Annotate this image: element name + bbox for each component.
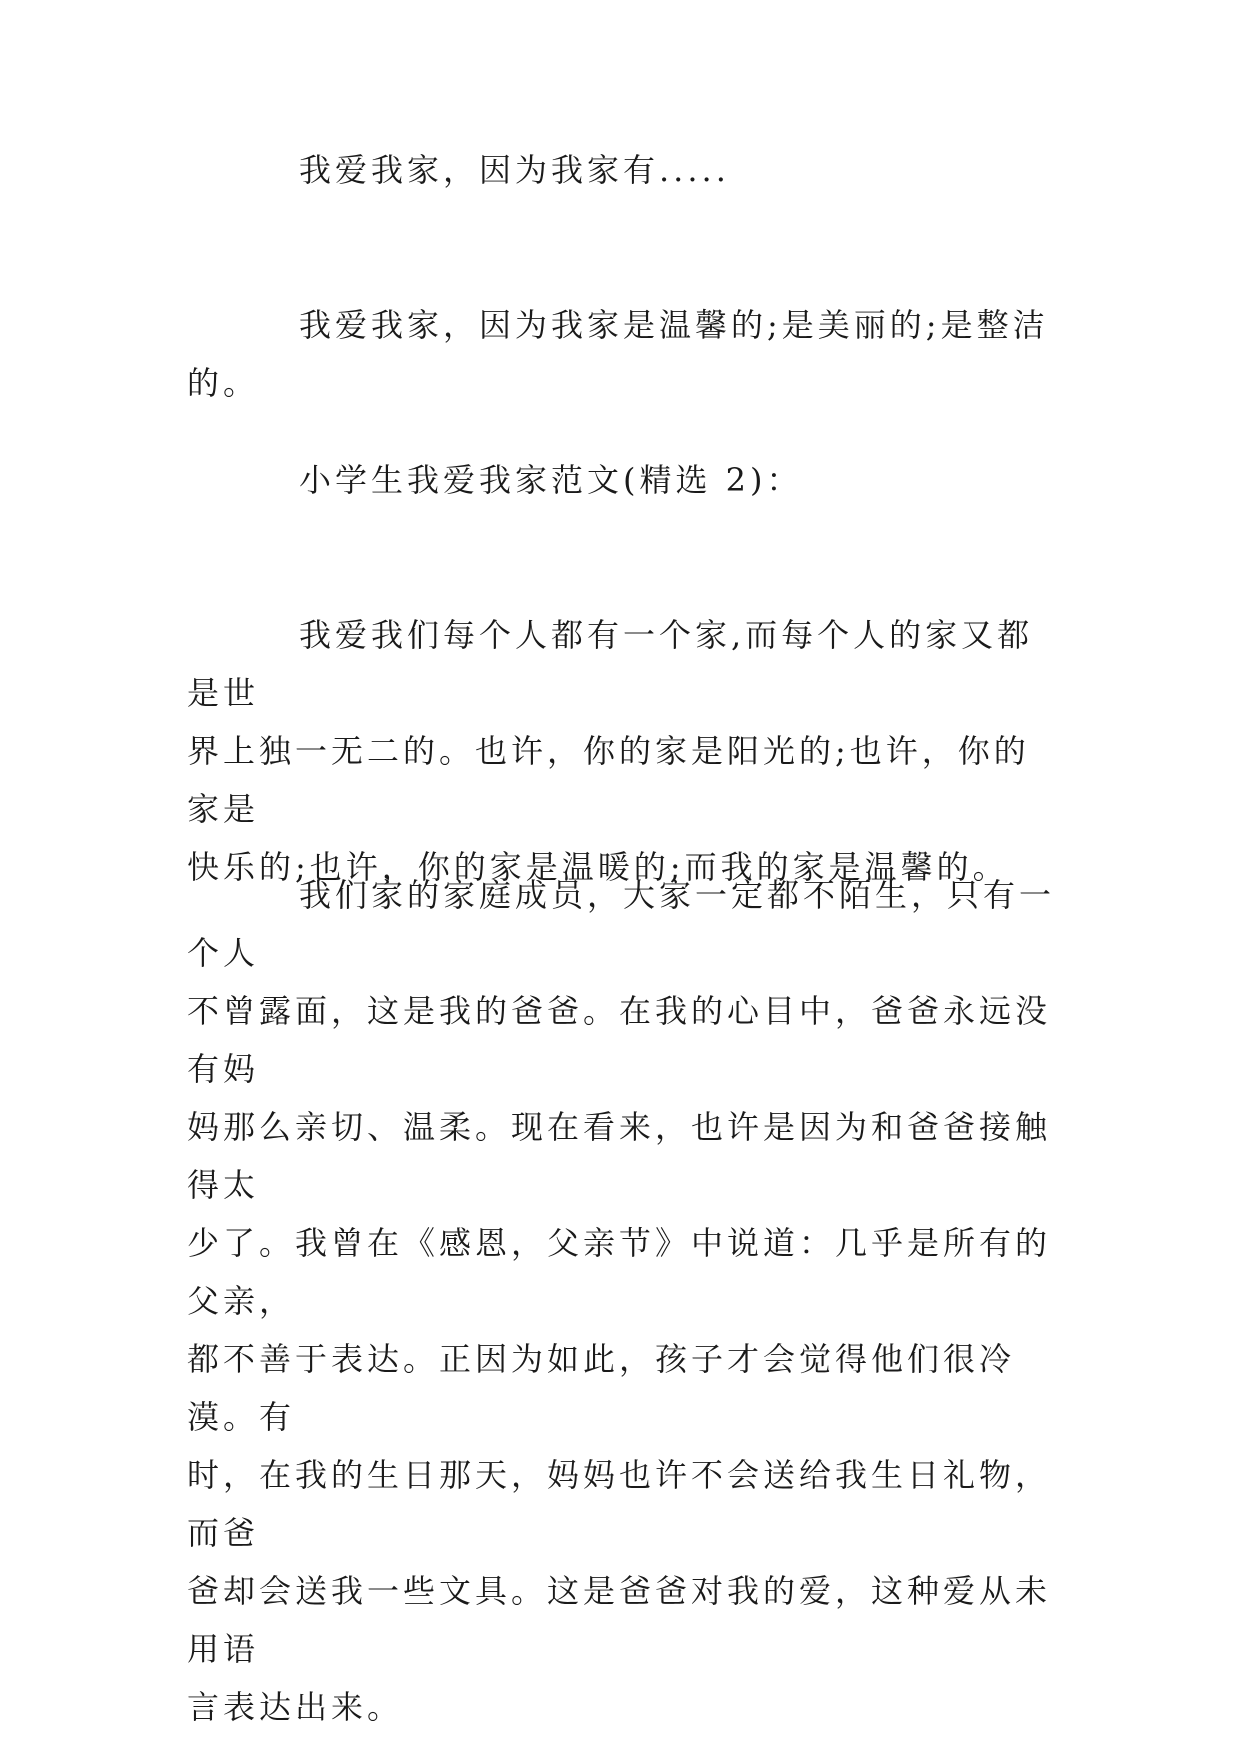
paragraph-3: [187, 606, 1057, 896]
paragraph-line: 小学生我爱我家范文(精选 2)：: [299, 461, 803, 499]
paragraph-line: 言表达出来。: [187, 1688, 404, 1726]
paragraph-line: 界上独一无二的。也许，你的家是阳光的;也许，你的家是: [187, 732, 1030, 828]
paragraph-line: 我爱我家，因为我家是温馨的;是美丽的;是整洁的。: [187, 306, 1049, 402]
paragraph-line: 快乐的;也许，你的家是温暖的;而我的家是温馨的。: [187, 848, 1009, 886]
paragraph-line: 我爱我们每个人都有一个家,而每个人的家又都是世: [187, 616, 1034, 712]
paragraph-line: 都不善于表达。正因为如此，孩子才会觉得他们很冷漠。有: [187, 1340, 1016, 1436]
paragraph-line: 我爱我家，因为我家有.....: [299, 151, 730, 189]
paragraph-line: 我们家的家庭成员，大家一定都不陌生，只有一个人: [187, 876, 1056, 972]
paragraph-4: [187, 866, 1057, 1736]
section-heading: [187, 451, 1057, 509]
paragraph-2: [187, 296, 1057, 412]
paragraph-line: 不曾露面，这是我的爸爸。在我的心目中，爸爸永远没有妈: [187, 992, 1052, 1088]
paragraph-line: 少了。我曾在《感恩，父亲节》中说道：几乎是所有的父亲，: [187, 1224, 1052, 1320]
paragraph-1: [187, 141, 1057, 199]
paragraph-line: 时，在我的生日那天，妈妈也许不会送给我生日礼物，而爸: [187, 1456, 1052, 1552]
paragraph-line: 妈那么亲切、温柔。现在看来，也许是因为和爸爸接触得太: [187, 1108, 1052, 1204]
paragraph-line: 爸却会送我一些文具。这是爸爸对我的爱，这种爱从未用语: [187, 1572, 1052, 1668]
